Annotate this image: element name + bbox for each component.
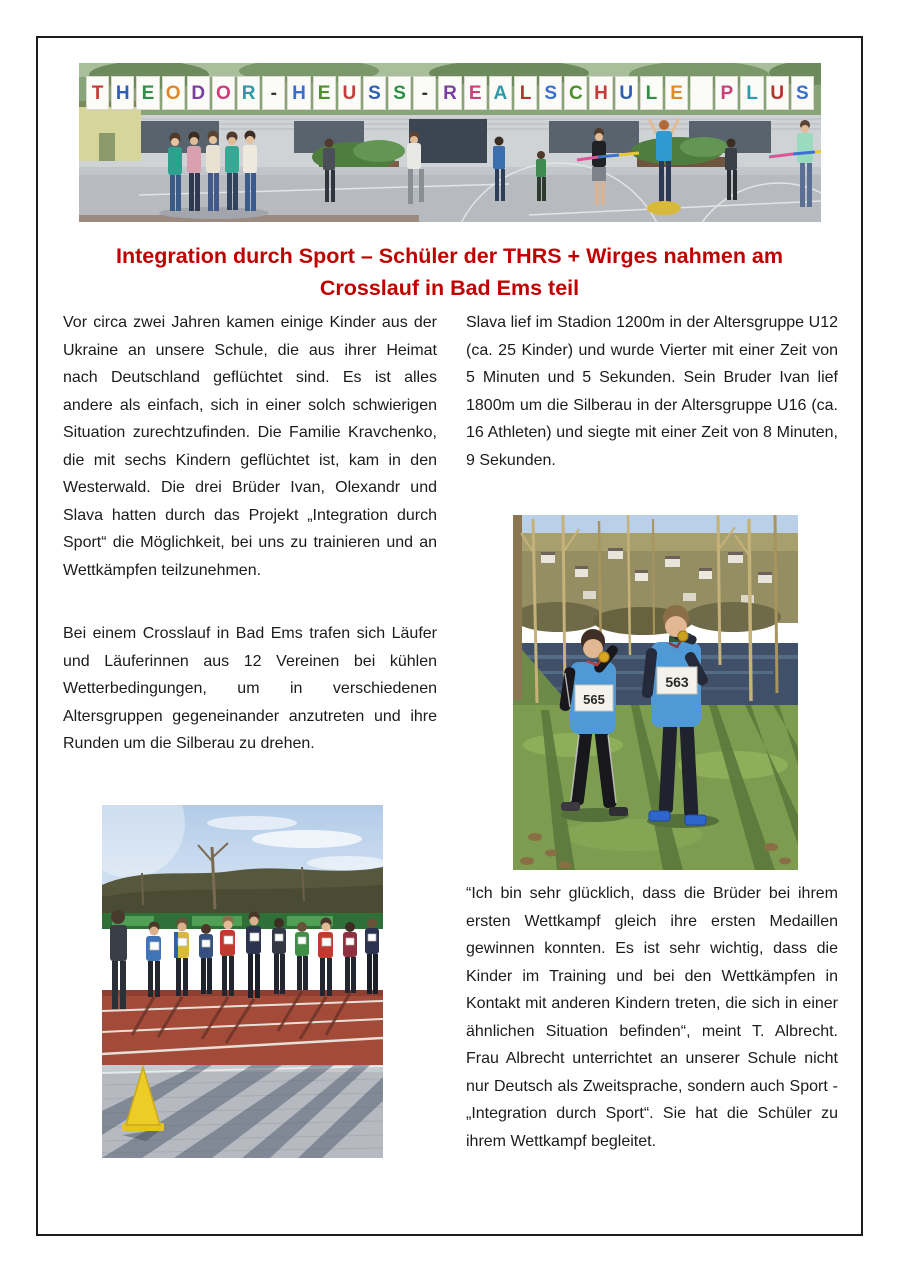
banner-letter: S (363, 76, 386, 110)
banner-letter: R (237, 76, 260, 110)
banner-letter: E (136, 76, 159, 110)
paragraph-left-2: Bei einem Crosslauf in Bad Ems trafen sich Läufer und Läuferinnen aus 12 Vereinen bei kühlen Wetterbedingungen, um in verschiedenen Altersgruppen gegeneinander anzutreten und ihre Runden um die Silberau zu drehen. (63, 625, 437, 752)
banner-letter: E (313, 76, 336, 110)
photo-medal-boys (513, 515, 798, 870)
school-name-banner (86, 76, 814, 110)
banner-letter: E (464, 76, 487, 110)
photo-crosslauf-start (102, 805, 383, 1158)
banner-letter: U (338, 76, 361, 110)
header-photo-schoolyard (79, 63, 821, 222)
banner-letter: H (589, 76, 612, 110)
title-line-1: Integration durch Sport – Schüler der THRS + Wirges nahmen am (115, 244, 784, 268)
banner-letter: L (740, 76, 763, 110)
banner-letter: C (564, 76, 587, 110)
title-line-2: Crosslauf in Bad Ems teil (319, 276, 580, 300)
paragraph-left-1: Vor circa zwei Jahren kamen einige Kinder aus der Ukraine an unsere Schule, die aus ihrer Heimat nach Deutschland geflüchtet sind. Es ist alles andere als einfach, sich in einer solch schwierigen Situation zurechtzufinden. Die Familie Kravchenko, die mit sechs Kindern geflüchtet ist, kam in den Westerwald. Die drei Brüder Ivan, Olexandr und Slava hatten durch das Projekt „Integration durch Sport“ die Möglichkeit, bei uns zu trainieren und an Wettkämpfen teilzunehmen. (63, 314, 437, 579)
banner-letter: T (86, 76, 109, 110)
paragraph-right-1: Slava lief im Stadion 1200m in der Altersgruppe U12 (ca. 25 Kinder) und wurde Vierter mit einer Zeit von 5 Minuten und 5 Sekunden. Sein Bruder Ivan lief 1800m um die Silberau in der Altersgruppe U16 (ca. 16 Athleten) und siegte mit einer Zeit von 8 Minuten, 9 Sekunden. (466, 314, 838, 469)
bib-number-565: 565 (583, 692, 605, 707)
bib-number-563: 563 (665, 674, 689, 690)
running-track (102, 990, 383, 1066)
banner-letter: - (262, 76, 285, 110)
banner-letter: H (111, 76, 134, 110)
banner-letter: S (539, 76, 562, 110)
banner-letter: H (287, 76, 310, 110)
banner-letter: A (489, 76, 512, 110)
article-title (36, 240, 863, 304)
start-line-illustration (102, 805, 383, 1158)
banner-letter (690, 76, 713, 110)
banner-letter: L (640, 76, 663, 110)
banner-letter: S (791, 76, 814, 110)
medal-boys-illustration (513, 515, 798, 870)
medal-left (599, 652, 609, 662)
paragraph-right-2: “Ich bin sehr glücklich, dass die Brüder bei ihrem ersten Wettkampf gleich ihre ersten Medaillen gewinnen konnten. Es ist sehr wichtig, dass die Kinder im Training und bei den Wettkämpfen in Kontakt mit anderen Kindern treten, die sich in einer ähnlichen Situation befinden“, meint T. Albrecht. Frau Albrecht unterrichtet an unserer Schule nicht nur Deutsch als Zweitsprache, sondern auch Sport - „Integration durch Sport“. Sie hat die Schüler zu ihrem Wettkampf begleitet. (466, 885, 838, 1150)
banner-letter: U (615, 76, 638, 110)
banner-letter: - (413, 76, 436, 110)
banner-letter: E (665, 76, 688, 110)
banner-letter: U (766, 76, 789, 110)
banner-letter: D (187, 76, 210, 110)
banner-letter: P (715, 76, 738, 110)
medal-right (678, 631, 688, 641)
banner-letter: O (162, 76, 185, 110)
banner-letter: R (438, 76, 461, 110)
banner-letter: O (212, 76, 235, 110)
yellow-roller (647, 201, 681, 215)
banner-letter: L (514, 76, 537, 110)
banner-letter: S (388, 76, 411, 110)
